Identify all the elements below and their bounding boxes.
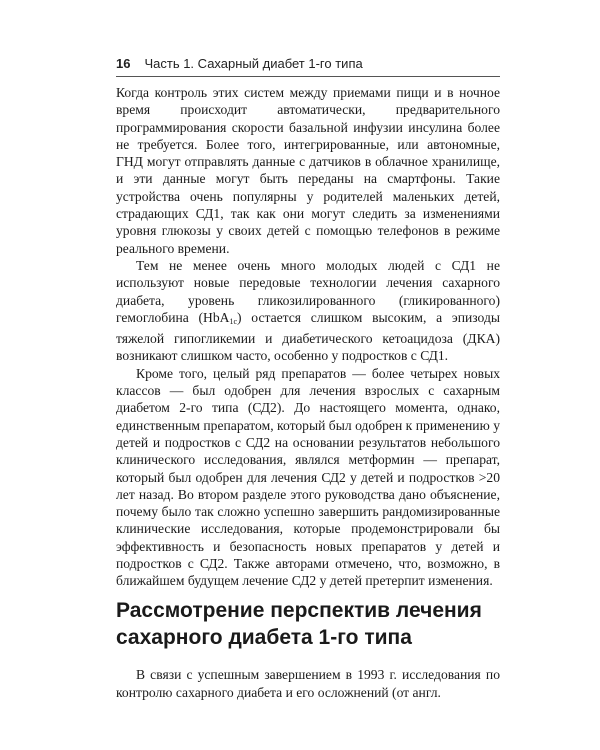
running-header — [116, 56, 500, 77]
paragraph-2 — [116, 257, 500, 365]
body-text — [116, 84, 500, 590]
paragraph-1: Когда контроль этих систем между приемами пищи и в ночное время происходит автоматически, предварительного программирования скорости базальной инфузии инсулина более не требуется. Более того, интегрированные, или автономные, ГНД могут отправлять данные с датчиков в облачное хранилище, и эти данные могут быть переданы на смартфоны. Такие устройства очень популярны у родителей маленьких детей, страдающих СД1, так как они могут следить за изменениями уровня глюкозы у своих детей с помощью телефонов в режиме реального времени. — [116, 85, 500, 256]
section-paragraph: В связи с успешным завершением в 1993 г. исследования по контролю сахарного диабета и его осложнений (от англ. — [116, 667, 500, 700]
page-number: 16 — [116, 56, 131, 71]
paragraph-3: Кроме того, целый ряд препаратов — более четырех новых классов — был одобрен для лечения взрослых с сахарным диабетом 2-го типа (СД2). До настоящего момента, однако, единственным препаратом, который был одобрен к применению у детей и подростков с СД2 на основании результатов небольшого клинического исследования, являлся метформин — препарат, который был одобрен для лечения СД2 у детей и подростков >20 лет назад. Во втором разделе этого руководства дано объяснение, почему было так сложно успешно завершить рандомизированные клинические исследования, которые продемонстрировали бы эффективность и безопасность новых препаратов у детей и подростков с СД2. Также авторами отмечено, что, возможно, в ближайшем будущем лечение СД2 у детей претерпит изменения. — [116, 365, 500, 589]
hba1c-subscript: 1c — [229, 316, 238, 326]
running-title: Часть 1. Сахарный диабет 1-го типа — [144, 56, 363, 71]
section-heading: Рассмотрение перспектив лечения сахарного диабета 1-го типа — [116, 599, 482, 649]
paragraph-2-text-b: ) остается слишком высоким, а эпизоды тяжелой гипогликемии и диабетического кетоацидоза (ДКА) возникают слишком часто, особенно у подростков с СД1. — [116, 309, 500, 364]
paragraph-2-text-a: Тем не менее очень много молодых людей с СД1 не используют новые передовые технологии лечения сахарного диабета, уровень гликозилированного (гликированного) гемоглобина (HbA — [116, 257, 500, 325]
